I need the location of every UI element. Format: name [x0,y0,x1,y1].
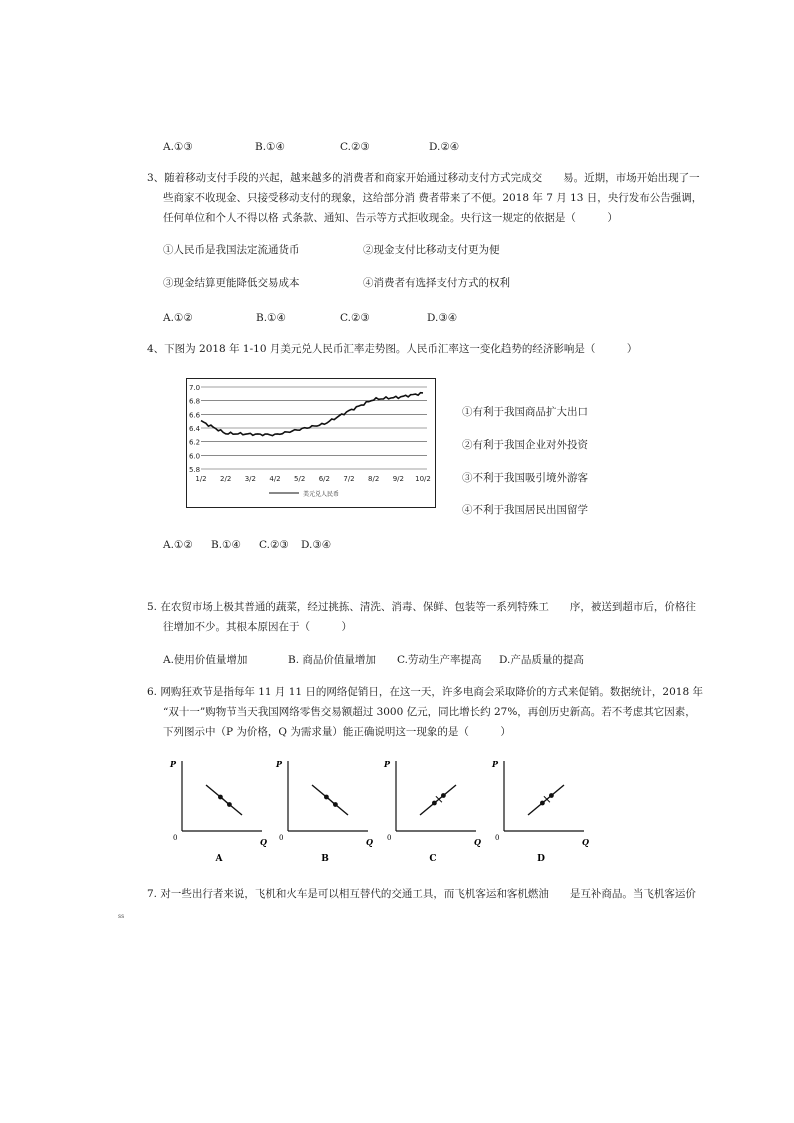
arrow-marker [222,798,228,804]
origin-label: 0 [173,834,178,842]
graph-label: C [429,854,437,864]
q6-line-1: 6. 网购狂欢节是指每年 11 月 11 日的网络促销日，在这一天，许多电商会采取降价的方式来促销。数据统计，2018 年 [147,686,703,698]
q3-statement-4: ④消费者有选择支付方式的权利 [363,277,510,289]
q5-line-2: 往增加不少。其根本原因在于（ ） [163,621,352,633]
q5-option-a: A.使用价值量增加 [163,654,248,666]
q4-question: 4、下图为 2018 年 1-10 月美元兑人民币汇率走势图。人民币汇率这一变化趋势的经济影响是（ ） [147,343,638,355]
q5-option-b: B. 商品价值量增加 [288,654,376,666]
pq-graph-c [376,755,486,865]
point-marker [333,802,338,807]
x-tick-label: 9/2 [392,475,404,483]
q3-statement-2: ②现金支付比移动支付更为便 [363,244,500,256]
q2-option-a: A.①③ [163,141,193,153]
x-tick-label: 1/2 [195,475,207,483]
q4-statement-3: ③不利于我国吸引境外游客 [462,472,588,484]
point-marker [540,801,545,806]
x-tick-label: 3/2 [244,475,256,483]
q4-option-c: C.②③ [259,539,289,551]
x-tick-label: 5/2 [294,475,306,483]
pq-graph-a [162,755,272,865]
demand-line [528,785,564,815]
q5-option-d: D.产品质量的提高 [499,654,584,666]
q-axis-label: Q [366,837,373,847]
graph-label: A [215,854,223,864]
x-tick-label: 6/2 [318,475,330,483]
p-axis-label: P [170,759,177,769]
y-tick-label: 6.2 [189,438,201,447]
q6-line-2: “双十一”购物节当天我国网络零售交易额超过 3000 亿元，同比增长约 27%，再创历史新高。若不考虑其它因素， [163,706,696,718]
q3-line-1: 3、随着移动支付手段的兴起，越来越多的消费者和商家开始通过移动支付方式完成交 易。近期，市场开始出现了一 [147,172,700,184]
legend-label: 美元兑人民币 [303,491,340,498]
q7-line-1: 7. 对一些出行者来说，飞机和火车是可以相互替代的交通工具，而飞机客运和客机燃油 是互补商品。当飞机客运价 [147,888,696,900]
x-tick-label: 8/2 [368,475,380,483]
origin-label: 0 [387,834,392,842]
origin-label: 0 [495,834,500,842]
p-axis-label: P [492,759,499,769]
demand-line [420,785,456,815]
graph-label: B [321,854,329,864]
q3-option-b: B.①④ [256,312,286,324]
q5-option-c: C.劳动生产率提高 [397,654,482,666]
point-marker [432,801,437,806]
q5-line-1: 5. 在农贸市场上极其普通的蔬菜，经过挑拣、清洗、消毒、保鲜、包装等一系列特殊工 序，被送到超市后，价格往 [147,601,696,613]
q4-statement-4: ④不利于我国居民出国留学 [462,504,588,516]
y-tick-label: 6.0 [189,452,201,461]
q3-option-c: C.②③ [340,312,370,324]
exchange-rate-chart-svg [187,379,435,507]
y-tick-label: 6.8 [189,397,201,406]
q3-line-2: 些商家不收现金、只接受移动支付的现象，这给部分消 费者带来了不便。2018 年 7 月 13 日，央行发布公告强调， [163,192,703,204]
q3-option-a: A.①② [163,312,193,324]
point-marker [324,795,329,800]
origin-label: 0 [279,834,284,842]
point-marker [549,793,554,798]
pq-graph-b [268,755,378,865]
point-marker [441,793,446,798]
q2-option-b: B.①④ [255,141,285,153]
q2-option-d: D.②④ [429,141,460,153]
q-axis-label: Q [260,837,267,847]
q4-statement-1: ①有利于我国商品扩大出口 [462,406,588,418]
page-footnote: ss [118,913,125,920]
q4-option-d: D.③④ [301,539,332,551]
x-tick-label: 4/2 [269,475,281,483]
arrow-marker [328,798,334,804]
exchange-rate-chart [186,378,436,508]
pq-graph-d [484,755,594,865]
y-tick-label: 6.4 [189,425,201,433]
q4-statement-2: ②有利于我国企业对外投资 [462,439,588,451]
point-marker [218,795,223,800]
q6-line-3: 下列图示中（P 为价格，Q 为需求量）能正确说明这一现象的是（ ） [163,726,511,738]
graph-label: D [537,854,545,864]
q-axis-label: Q [474,837,481,847]
q3-option-d: D.③④ [427,312,458,324]
x-tick-label: 7/2 [343,475,355,483]
p-axis-label: P [384,759,391,769]
y-tick-label: 7.0 [189,384,201,392]
q3-line-3: 任何单位和个人不得以格 式条款、通知、告示等方式拒收现金。央行这一规定的依据是（ ） [163,212,618,224]
point-marker [227,802,232,807]
q3-statement-1: ①人民币是我国法定流通货币 [163,244,300,256]
q3-statement-3: ③现金结算更能降低交易成本 [163,277,300,289]
q4-option-b: B.①④ [211,539,241,551]
y-tick-label: 6.6 [189,411,201,420]
x-tick-label: 10/2 [415,475,431,483]
q4-option-a: A.①② [163,539,193,551]
y-tick-label: 5.8 [189,466,201,474]
q-axis-label: Q [582,837,589,847]
p-axis-label: P [276,759,283,769]
x-tick-label: 2/2 [220,475,232,483]
q2-option-c: C.②③ [340,141,370,153]
